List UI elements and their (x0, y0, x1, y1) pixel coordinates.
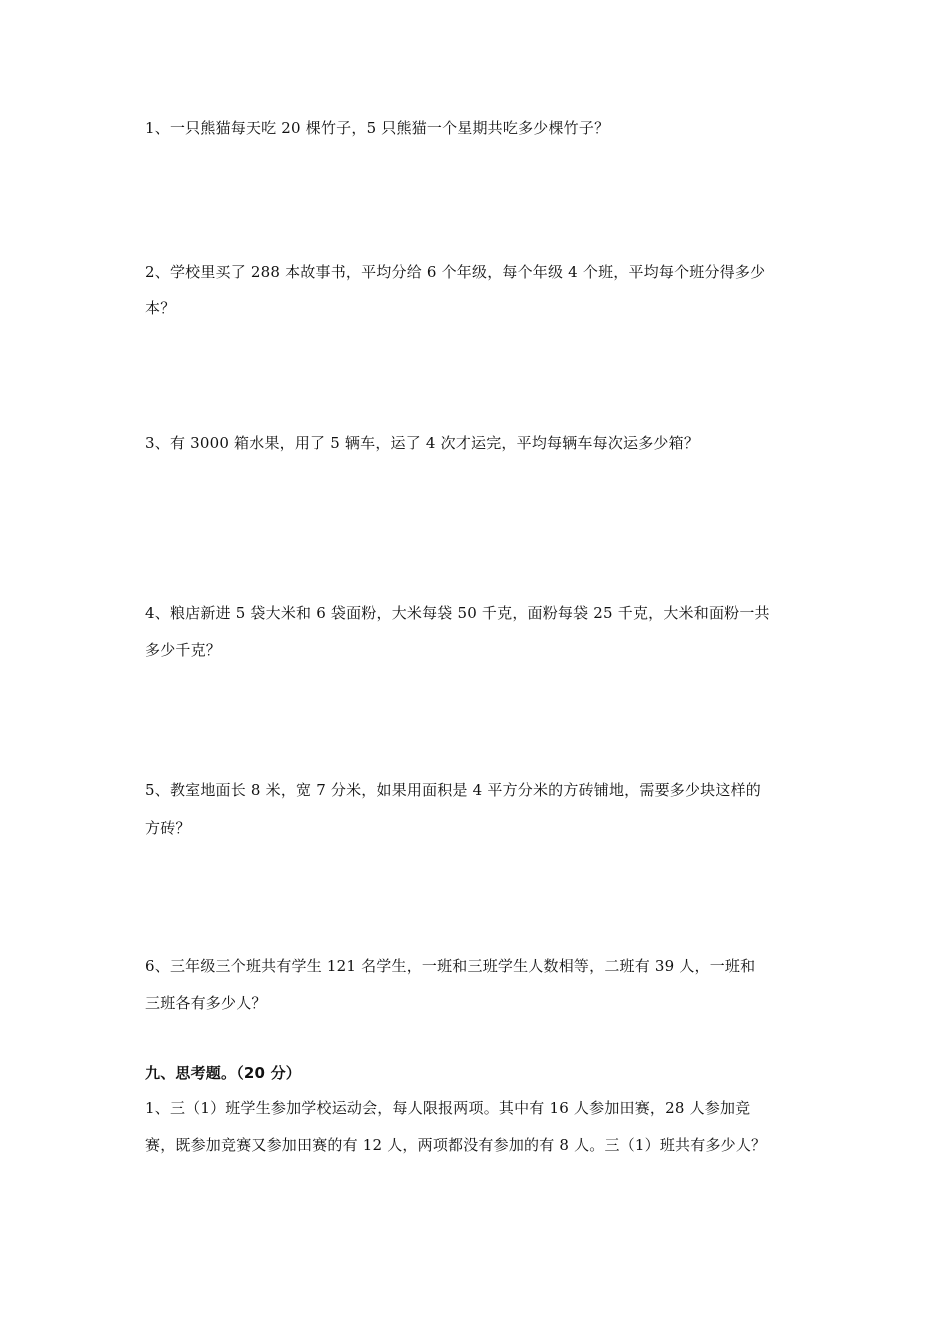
problem-2-line-2: 本？ (145, 299, 176, 317)
problem-1-line-1: 1、一只熊猫每天吃 20 棵竹子，5 只熊猫一个星期共吃多少棵竹子？ (145, 119, 610, 137)
problem-6-line-1: 6、三年级三个班共有学生 121 名学生，一班和三班学生人数相等，二班有 39 人，一班和 (145, 957, 756, 975)
problem-5-line-1: 5、教室地面长 8 米，宽 7 分米，如果用面积是 4 平方分米的方砖铺地，需要多少块这样的 (145, 781, 761, 799)
thinking-question-1-line-2: 赛，既参加竞赛又参加田赛的有 12 人，两项都没有参加的有 8 人。三（1）班共有多少人？ (145, 1136, 767, 1154)
problem-5-line-2: 方砖？ (145, 819, 191, 837)
problem-4-line-1: 4、粮店新进 5 袋大米和 6 袋面粉，大米每袋 50 千克，面粉每袋 25 千克，大米和面粉一共 (145, 604, 770, 622)
problem-2-line-1: 2、学校里买了 288 本故事书，平均分给 6 个年级，每个年级 4 个班，平均每个班分得多少 (145, 263, 766, 281)
problem-3-line-1: 3、有 3000 箱水果，用了 5 辆车，运了 4 次才运完，平均每辆车每次运多少箱？ (145, 434, 700, 452)
section-9-heading: 九、思考题。（20 分） (145, 1064, 301, 1082)
problem-6-line-2: 三班各有多少人？ (145, 994, 267, 1012)
problem-4-line-2: 多少千克？ (145, 641, 222, 659)
thinking-question-1-line-1: 1、三（1）班学生参加学校运动会，每人限报两项。其中有 16 人参加田赛，28 人参加竞 (145, 1099, 751, 1117)
